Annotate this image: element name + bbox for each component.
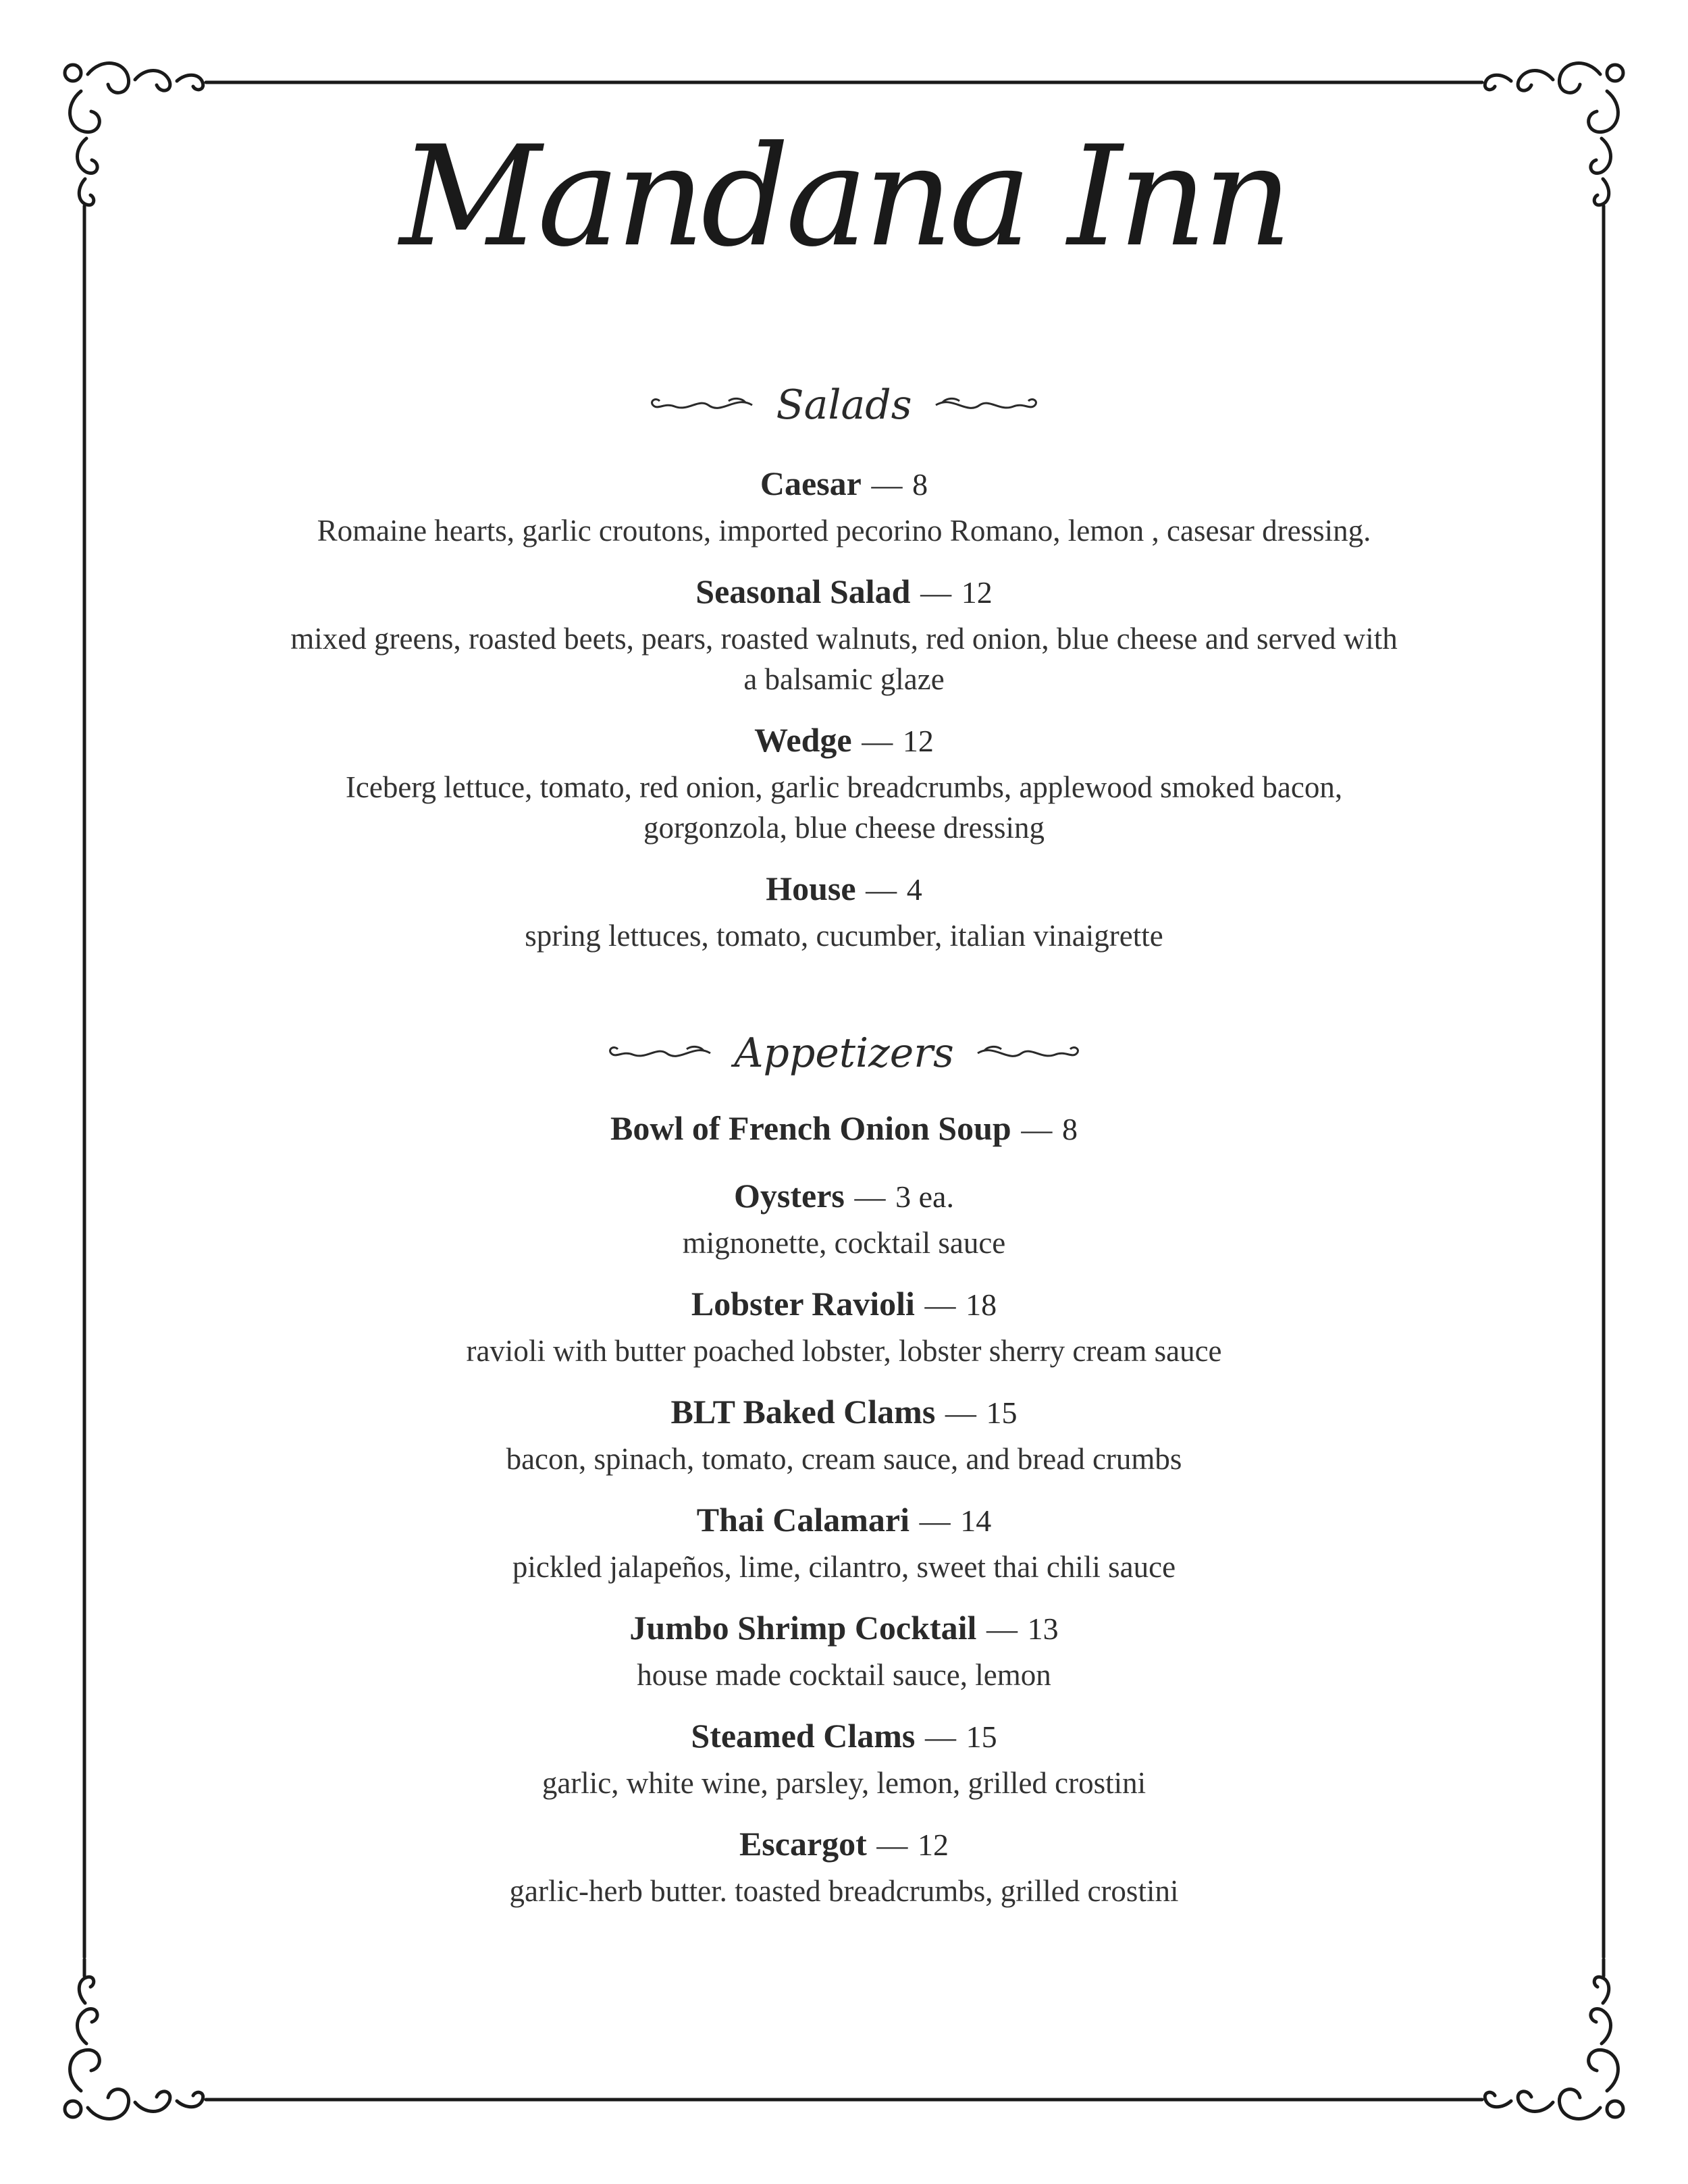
menu-item: [135, 462, 1553, 551]
item-price: 3 ea.: [895, 1179, 954, 1214]
item-price: 12: [918, 1828, 949, 1862]
separator: —: [924, 1720, 956, 1754]
menu-item: [135, 1607, 1553, 1695]
section-title: Salads: [776, 381, 912, 429]
item-description: garlic-herb butter. toasted breadcrumbs, grilled crostini: [509, 1873, 1179, 1908]
item-price: 15: [986, 1395, 1018, 1430]
separator: —: [986, 1612, 1018, 1646]
item-name: Wedge: [754, 721, 852, 759]
section-header-salads: [0, 381, 1688, 429]
item-name: BLT Baked Clams: [670, 1393, 936, 1431]
item-name: Lobster Ravioli: [691, 1285, 915, 1323]
item-price: 8: [1061, 1112, 1078, 1146]
item-name: Caesar: [760, 464, 862, 502]
item-description: mignonette, cocktail sauce: [682, 1225, 1006, 1260]
separator: —: [924, 1287, 956, 1322]
item-price: 18: [966, 1287, 997, 1322]
item-description: pickled jalapeños, lime, cilantro, sweet thai chili sauce: [512, 1549, 1176, 1584]
item-name: Escargot: [739, 1825, 867, 1863]
menu-item: [135, 1823, 1553, 1911]
item-description: ravioli with butter poached lobster, lobster sherry cream sauce: [466, 1333, 1222, 1368]
item-name: Oysters: [734, 1177, 845, 1215]
item-description: spring lettuces, tomato, cucumber, italian vinaigrette: [525, 918, 1163, 953]
menu-item: [135, 719, 1553, 849]
item-price: 14: [960, 1503, 992, 1538]
item-price: 8: [912, 467, 928, 502]
separator: —: [919, 1503, 951, 1538]
corner-ornament-bottom-right-icon: [1465, 1959, 1623, 2119]
separator: —: [871, 467, 903, 502]
separator: —: [866, 872, 897, 907]
menu-item: [135, 1391, 1553, 1479]
section-header-appetizers: [0, 1030, 1688, 1077]
separator: —: [876, 1828, 908, 1862]
item-price: 12: [961, 575, 993, 610]
menu-item: [135, 1175, 1553, 1263]
flourish-left-icon: [606, 1040, 714, 1067]
flourish-left-icon: [648, 392, 756, 419]
corner-ornament-bottom-left-icon: [65, 1959, 223, 2119]
menu-item: [135, 570, 1553, 700]
item-name: House: [766, 870, 856, 907]
flourish-right-icon: [932, 392, 1040, 419]
separator: —: [1021, 1112, 1053, 1146]
menu-item: [135, 1499, 1553, 1587]
menu-item: [135, 1715, 1553, 1803]
separator: —: [862, 724, 893, 758]
menu-item: [135, 868, 1553, 956]
item-price: 15: [966, 1720, 997, 1754]
separator: —: [945, 1395, 976, 1430]
item-description: mixed greens, roasted beets, pears, roasted walnuts, red onion, blue cheese and served with a balsamic glaze: [290, 621, 1398, 697]
item-price: 12: [902, 724, 934, 758]
menu-item: [135, 1283, 1553, 1371]
separator: —: [920, 575, 952, 610]
item-description: garlic, white wine, parsley, lemon, grilled crostini: [542, 1765, 1146, 1800]
separator: —: [854, 1179, 886, 1214]
item-name: Thai Calamari: [696, 1501, 910, 1539]
flourish-right-icon: [974, 1040, 1082, 1067]
item-description: Iceberg lettuce, tomato, red onion, garlic breadcrumbs, applewood smoked bacon, gorgonzola, blue cheese dressing: [345, 770, 1343, 845]
item-name: Jumbo Shrimp Cocktail: [629, 1609, 977, 1647]
item-price: 4: [906, 872, 922, 907]
item-price: 13: [1027, 1612, 1059, 1646]
restaurant-title: Mandana Inn: [399, 117, 1289, 277]
item-description: house made cocktail sauce, lemon: [637, 1657, 1051, 1692]
menu-item: [135, 1107, 1553, 1150]
item-description: bacon, spinach, tomato, cream sauce, and bread crumbs: [506, 1441, 1182, 1476]
item-name: Bowl of French Onion Soup: [610, 1109, 1011, 1147]
section-title: Appetizers: [734, 1030, 954, 1077]
item-name: Seasonal Salad: [695, 572, 911, 610]
item-description: Romaine hearts, garlic croutons, imported pecorino Romano, lemon , casesar dressing.: [317, 513, 1371, 548]
item-name: Steamed Clams: [691, 1717, 916, 1755]
